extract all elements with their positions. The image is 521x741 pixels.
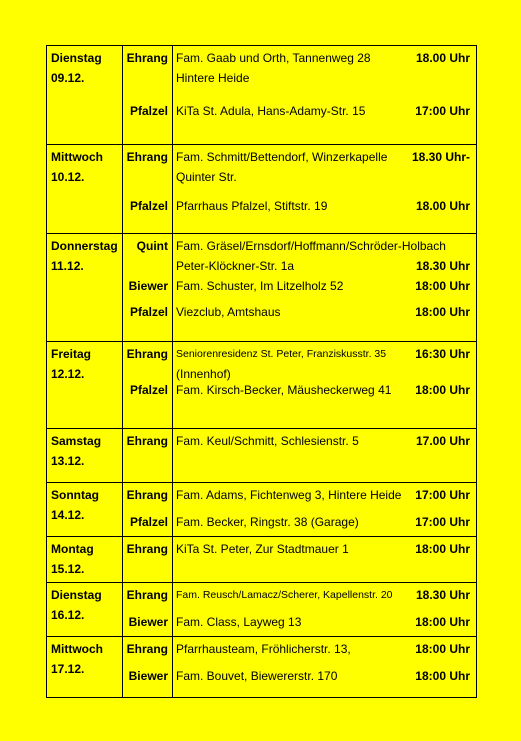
place-cell-inner bbox=[123, 234, 172, 341]
address-line: Pfarrhaus Pfalzel, Stiftstr. 19 bbox=[176, 199, 328, 213]
place-cell-inner bbox=[123, 145, 172, 233]
day-row bbox=[47, 145, 477, 234]
day-row bbox=[47, 537, 477, 583]
time-label: 18:00 Uhr bbox=[415, 305, 470, 319]
place-label: Biewer bbox=[128, 279, 168, 293]
details-cell-inner bbox=[173, 145, 476, 233]
day-cell bbox=[47, 583, 123, 637]
address-line: (Innenhof) bbox=[176, 367, 231, 381]
time-label: 16:30 Uhr bbox=[415, 347, 470, 361]
schedule-table bbox=[46, 45, 477, 698]
details-cell bbox=[173, 429, 477, 483]
day-cell-inner bbox=[47, 537, 122, 582]
details-cell-inner bbox=[173, 637, 476, 697]
date: 10.12. bbox=[51, 170, 85, 184]
time-label: 17:00 Uhr bbox=[415, 488, 470, 502]
place-cell bbox=[123, 583, 173, 637]
details-cell-inner bbox=[173, 583, 476, 636]
address-line: KiTa St. Adula, Hans-Adamy-Str. 15 bbox=[176, 104, 366, 118]
day-cell bbox=[47, 637, 123, 698]
place-cell-inner bbox=[123, 483, 172, 536]
place-label: Pfalzel bbox=[129, 515, 168, 529]
date: 11.12. bbox=[51, 259, 84, 273]
place-label: Ehrang bbox=[126, 642, 168, 656]
place-cell bbox=[123, 429, 173, 483]
date: 13.12. bbox=[51, 454, 85, 468]
day-cell bbox=[47, 483, 123, 537]
time-label: 18.30 Uhr bbox=[415, 588, 470, 602]
place-cell-inner bbox=[123, 537, 172, 582]
time-label: 17:00 Uhr bbox=[415, 515, 470, 529]
day-cell-inner bbox=[47, 342, 122, 428]
details-cell bbox=[173, 637, 477, 698]
address-line: Fam. Becker, Ringstr. 38 (Garage) bbox=[176, 515, 359, 529]
weekday: Dienstag bbox=[51, 51, 102, 65]
details-cell bbox=[173, 342, 477, 429]
day-row bbox=[47, 583, 477, 637]
place-label: Quint bbox=[136, 239, 168, 253]
place-label: Ehrang bbox=[126, 51, 168, 65]
day-cell bbox=[47, 342, 123, 429]
date: 09.12. bbox=[51, 71, 85, 85]
address-line: Viezclub, Amtshaus bbox=[176, 305, 281, 319]
place-label: Ehrang bbox=[126, 488, 168, 502]
time-label: 18:00 Uhr bbox=[415, 383, 470, 397]
details-cell bbox=[173, 483, 477, 537]
day-cell-inner bbox=[47, 145, 122, 233]
weekday: Montag bbox=[51, 542, 94, 556]
time-label: 18.00 Uhr bbox=[415, 199, 470, 213]
details-cell bbox=[173, 145, 477, 234]
address-line: Seniorenresidenz St. Peter, Franziskusstr. 35 bbox=[176, 348, 387, 360]
time-label: 18.30 Uhr- bbox=[411, 150, 470, 164]
place-cell bbox=[123, 145, 173, 234]
address-line: Fam. Schmitt/Bettendorf, Winzerkapelle bbox=[176, 150, 388, 164]
time-label: 18.30 Uhr bbox=[415, 259, 470, 273]
place-label: Ehrang bbox=[126, 150, 168, 164]
day-cell-inner bbox=[47, 234, 122, 341]
place-label: Pfalzel bbox=[129, 104, 168, 118]
weekday: Donnerstag bbox=[51, 239, 118, 253]
day-cell bbox=[47, 537, 123, 583]
weekday: Mittwoch bbox=[51, 642, 103, 656]
place-label: Biewer bbox=[128, 615, 168, 629]
day-row bbox=[47, 429, 477, 483]
place-cell-inner bbox=[123, 583, 172, 636]
time-label: 17.00 Uhr bbox=[415, 434, 470, 448]
date: 15.12. bbox=[51, 562, 85, 576]
address-line: Fam. Gräsel/Ernsdorf/Hoffmann/Schröder-Holbach bbox=[176, 239, 446, 253]
place-cell-inner bbox=[123, 46, 172, 144]
place-cell-inner bbox=[123, 342, 172, 428]
date: 12.12. bbox=[51, 367, 85, 381]
place-cell-inner bbox=[123, 429, 172, 482]
day-cell bbox=[47, 234, 123, 342]
weekday: Mittwoch bbox=[51, 150, 103, 164]
details-cell bbox=[173, 583, 477, 637]
details-cell-inner bbox=[173, 537, 476, 582]
date: 16.12. bbox=[51, 608, 85, 622]
address-line: KiTa St. Peter, Zur Stadtmauer 1 bbox=[176, 542, 349, 556]
address-line: Pfarrhausteam, Fröhlicherstr. 13, bbox=[176, 642, 351, 656]
day-cell bbox=[47, 46, 123, 145]
day-cell-inner bbox=[47, 637, 122, 697]
address-line: Fam. Schuster, Im Litzelholz 52 bbox=[176, 279, 344, 293]
details-cell bbox=[173, 234, 477, 342]
address-line: Fam. Gaab und Orth, Tannenweg 28 bbox=[176, 51, 371, 65]
details-cell-inner bbox=[173, 342, 476, 428]
place-label: Ehrang bbox=[126, 347, 168, 361]
time-label: 17:00 Uhr bbox=[415, 104, 470, 118]
time-label: 18.00 Uhr bbox=[415, 51, 470, 65]
date: 14.12. bbox=[51, 508, 85, 522]
details-cell-inner bbox=[173, 429, 476, 482]
day-row bbox=[47, 46, 477, 145]
place-cell-inner bbox=[123, 637, 172, 697]
place-label: Ehrang bbox=[126, 434, 168, 448]
day-row bbox=[47, 637, 477, 698]
day-cell-inner bbox=[47, 429, 122, 482]
place-cell bbox=[123, 342, 173, 429]
day-cell-inner bbox=[47, 583, 122, 636]
place-cell bbox=[123, 483, 173, 537]
address-line: Quinter Str. bbox=[176, 170, 237, 184]
place-cell bbox=[123, 537, 173, 583]
address-line: Fam. Keul/Schmitt, Schlesienstr. 5 bbox=[176, 434, 359, 448]
weekday: Samstag bbox=[51, 434, 102, 448]
time-label: 18:00 Uhr bbox=[415, 642, 470, 656]
time-label: 18:00 Uhr bbox=[415, 542, 470, 556]
day-cell bbox=[47, 145, 123, 234]
place-cell bbox=[123, 637, 173, 698]
place-label: Biewer bbox=[128, 669, 168, 683]
time-label: 18:00 Uhr bbox=[415, 279, 470, 293]
details-cell bbox=[173, 46, 477, 145]
details-cell-inner bbox=[173, 234, 476, 341]
details-cell-inner bbox=[173, 483, 476, 536]
address-line: Peter-Klöckner-Str. 1a bbox=[176, 259, 295, 273]
day-cell bbox=[47, 429, 123, 483]
place-label: Ehrang bbox=[126, 542, 168, 556]
date: 17.12. bbox=[51, 662, 85, 676]
day-cell-inner bbox=[47, 46, 122, 144]
day-row bbox=[47, 483, 477, 537]
address-line: Fam. Reusch/Lamacz/Scherer, Kapellenstr. 20 bbox=[176, 589, 393, 601]
address-line: Fam. Adams, Fichtenweg 3, Hintere Heide bbox=[176, 488, 402, 502]
address-line: Fam. Kirsch-Becker, Mäusheckerweg 41 bbox=[176, 383, 392, 397]
day-cell-inner bbox=[47, 483, 122, 536]
address-line: Fam. Bouvet, Biewererstr. 170 bbox=[176, 669, 338, 683]
address-line: Fam. Class, Layweg 13 bbox=[176, 615, 302, 629]
time-label: 18:00 Uhr bbox=[415, 669, 470, 683]
place-label: Pfalzel bbox=[129, 383, 168, 397]
time-label: 18:00 Uhr bbox=[415, 615, 470, 629]
weekday: Sonntag bbox=[51, 488, 99, 502]
day-row bbox=[47, 342, 477, 429]
place-cell bbox=[123, 234, 173, 342]
address-line: Hintere Heide bbox=[176, 71, 250, 85]
weekday: Dienstag bbox=[51, 588, 102, 602]
place-label: Pfalzel bbox=[129, 199, 168, 213]
day-row bbox=[47, 234, 477, 342]
weekday: Freitag bbox=[51, 347, 92, 361]
details-cell-inner bbox=[173, 46, 476, 144]
place-cell bbox=[123, 46, 173, 145]
place-label: Pfalzel bbox=[129, 305, 168, 319]
details-cell bbox=[173, 537, 477, 583]
place-label: Ehrang bbox=[126, 588, 168, 602]
